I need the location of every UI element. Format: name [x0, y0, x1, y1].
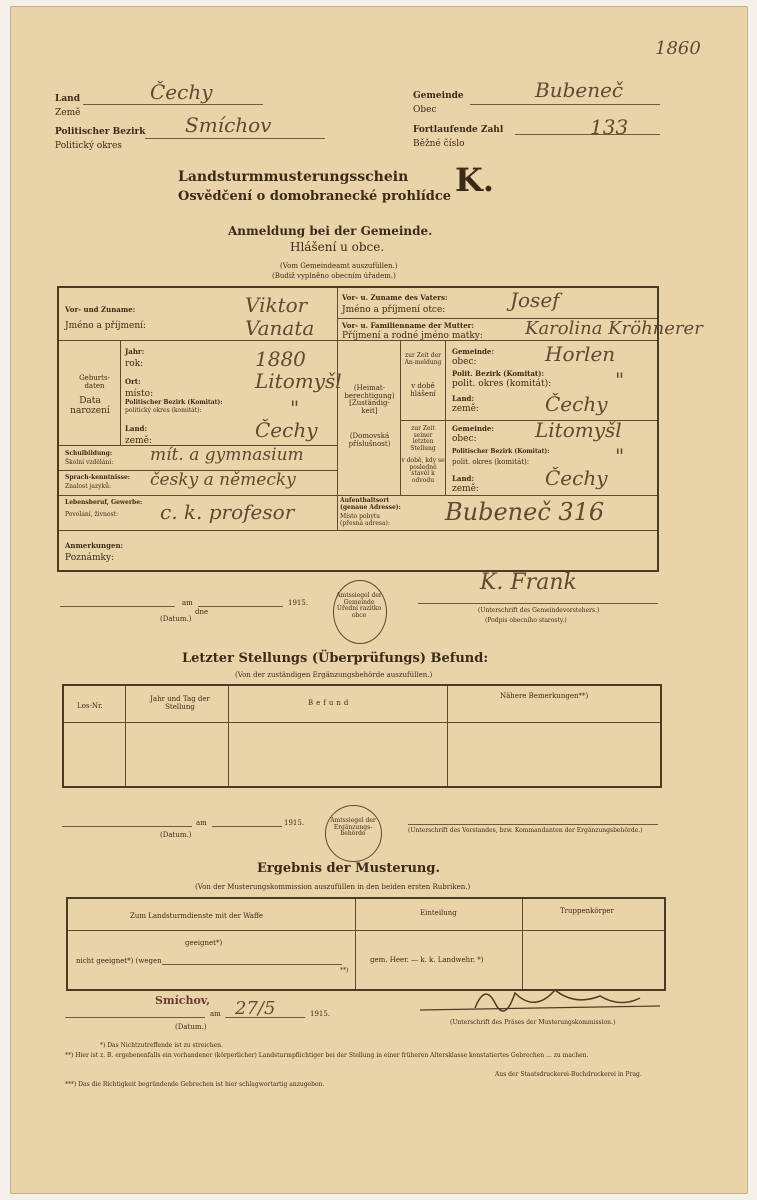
footnote-1: *) Das Nichtzutreffende ist zu streichen.	[100, 1042, 223, 1049]
date-line	[62, 826, 192, 827]
g2-label-cz: obec:	[452, 434, 477, 444]
col-einteilung: Einteilung	[420, 909, 457, 917]
name-label-de: Vor- und Zuname:	[65, 305, 136, 314]
birth-bezirk-label-cz: politický okres (komitát):	[125, 407, 202, 414]
sec2-am: am	[196, 819, 207, 827]
g1-label-cz: obec:	[452, 357, 477, 367]
divider	[64, 722, 660, 723]
sig1-am: am	[182, 599, 193, 607]
birth-land-value: Čechy	[255, 418, 318, 442]
date-line	[65, 1017, 205, 1018]
father-label-de: Vor- u. Zuname des Vaters:	[342, 293, 448, 302]
lang-label-de: Sprach-kenntnisse:	[65, 474, 130, 481]
l2-value: Čechy	[545, 466, 608, 490]
col-jahr-tag: Jahr und Tag der Stellung	[150, 695, 210, 711]
sec2-datum: (Datum.)	[160, 831, 192, 839]
zur-zeit-label-de: zur Zeit der An-meldung	[404, 352, 442, 366]
zahl-label-cz: Běžné číslo	[413, 139, 465, 149]
sig1-year: 1915.	[288, 599, 309, 607]
sec2-year: 1915.	[284, 819, 305, 827]
school-label-de: Schulbildung:	[65, 450, 113, 457]
l1-label-de: Land:	[452, 394, 475, 403]
mother-value: Karolina Kröhnerer	[525, 318, 703, 339]
commission-signature	[415, 978, 665, 1018]
birth-land-label-de: Land:	[125, 424, 148, 433]
bezirk-label-cz: Politický okres	[55, 141, 122, 151]
father-value: Josef	[510, 288, 560, 312]
bezirk-underline	[145, 138, 325, 139]
sig1-note-cz: (Podpis obecního starosty.)	[485, 617, 567, 624]
sec3-sig-note: (Unterschrift des Präses der Musterungskommission.)	[450, 1019, 616, 1026]
col-waffe: Zum Landsturmdienste mit der Waffe	[130, 912, 264, 920]
divider	[59, 495, 657, 496]
job-label-de: Lebensberuf, Gewerbe:	[65, 499, 143, 506]
land-label-cz: Země	[55, 108, 81, 118]
birth-bezirk-label-de: Politischer Bezirk (Komitat):	[125, 399, 223, 406]
date-line	[198, 606, 283, 607]
notes-label-de: Anmerkungen:	[65, 541, 124, 550]
geeignet-label: geeignet*)	[185, 939, 223, 947]
birth-label-cz: Data narození	[70, 396, 110, 416]
b1-label-de: Polit. Bezirk (Komitat):	[452, 369, 545, 378]
b1-value: "	[615, 368, 625, 392]
sec2-sig-note: (Unterschrift des Vorstandes, bzw. Kommandanten der Ergänzungsbehörde.)	[408, 827, 643, 834]
signature-line	[408, 824, 658, 825]
subtitle-de: Anmeldung bei der Gemeinde.	[228, 224, 433, 238]
school-label-cz: Školní vzdělání:	[65, 459, 114, 466]
mother-label-cz: Příjmení a rodné jméno matky:	[342, 331, 483, 341]
date-line	[60, 606, 175, 607]
b1-label-cz: polit. okres (komitát):	[452, 379, 552, 389]
signature-line	[418, 603, 658, 604]
einteilung-value: gem. Heer. — k. k. Landwehr. *)	[370, 956, 484, 964]
double-star: **)	[340, 967, 349, 974]
l1-value: Čechy	[545, 392, 608, 416]
b2-label-de: Politischer Bezirk (Komitat):	[452, 448, 550, 455]
section3-title: Ergebnis der Musterung.	[257, 861, 440, 876]
col-los-nr: Los-Nr.	[77, 702, 103, 710]
zur-zeit2-label-cz: v době, kdy se posledně stavěl k odvodu	[401, 457, 445, 484]
sig1-dne: dne	[195, 608, 209, 616]
footnote-2: **) Hier ist z. B. ergebenenfalls ein vorhandener (körperlicher) Landsturmpflichtiger bei der Stellung in einer früheren Altersklasse konstatiertes Gebrechen ... zu machen.	[65, 1052, 589, 1059]
date-line	[212, 826, 282, 827]
birth-bezirk-value: "	[290, 396, 300, 420]
addr-value: Bubeneč 316	[445, 498, 605, 526]
title-cz: Osvědčení o domobranecké prohlídce	[178, 189, 452, 204]
place-label-cz: místo:	[125, 389, 154, 399]
printer-note: Aus der Staatsdruckerei-Buchdruckerei in Prag.	[495, 1071, 642, 1078]
g2-label-de: Gemeinde:	[452, 424, 494, 433]
divider	[125, 686, 126, 786]
divider	[522, 899, 523, 989]
footnote-3: ***) Das die Richtigkeit begründende Gebrechen ist hier schlagwortartig anzugeben.	[65, 1081, 325, 1088]
father-label-cz: Jméno a příjmení otce:	[342, 305, 446, 315]
divider	[337, 288, 338, 340]
l2-label-cz: země:	[452, 484, 479, 494]
school-value: mít. a gymnasium	[150, 445, 304, 465]
sec3-date-value: 27/5	[235, 998, 276, 1019]
col-truppenkoerper: Truppenkörper	[560, 907, 614, 915]
bezirk-label-de: Politischer Bezirk	[55, 127, 146, 137]
gemeinde-value: Bubeneč	[535, 78, 624, 102]
year-value: 1880	[255, 347, 306, 371]
g1-label-de: Gemeinde:	[452, 347, 494, 356]
divider	[68, 930, 664, 931]
title-de: Landsturmmusterungsschein	[178, 169, 409, 185]
subtitle-cz: Hlášení u obce.	[290, 240, 385, 254]
mayor-signature: K. Frank	[480, 570, 577, 595]
job-label-cz: Povolání, živnost:	[65, 511, 118, 518]
mother-label-de: Vor- u. Familienname der Mutter:	[342, 321, 474, 330]
name-value-2: Vanata	[245, 316, 315, 340]
b2-value: "	[615, 444, 625, 468]
b2-label-cz: polit. okres (komitát):	[452, 458, 530, 466]
gemeinde-underline	[470, 104, 660, 105]
divider	[59, 530, 657, 531]
zahl-underline	[515, 134, 660, 135]
g2-value: Litomyšl	[535, 418, 622, 442]
land-value: Čechy	[150, 80, 213, 104]
heimat-label-cz: (Domovská příslušnost)	[348, 432, 391, 448]
place-value: Litomyšl	[255, 369, 342, 393]
year-label-cz: rok:	[125, 359, 144, 369]
nicht-geeignet-label: nicht geeignet*) (wegen	[76, 957, 162, 965]
zahl-value: 133	[590, 115, 629, 139]
birth-land-label-cz: země:	[125, 436, 152, 446]
notes-label-cz: Poznámky:	[65, 553, 115, 563]
heimat-label-de: (Heimat-berechtigung) [Zuständig-keit]	[344, 384, 395, 416]
name-label-cz: Jméno a příjmení:	[65, 321, 147, 331]
corner-number: 1860	[655, 38, 701, 59]
zur-zeit2-label-de: zur Zeit seiner letzten Stellung	[410, 425, 436, 452]
place-stamp: Smíchov,	[155, 994, 211, 1007]
zahl-label-de: Fortlaufende Zahl	[413, 125, 504, 135]
section2-note: (Von der zuständigen Ergänzungsbehörde auszufüllen.)	[235, 671, 433, 679]
lang-label-cz: Znalost jazyků:	[65, 483, 112, 490]
gemeinde-label-de: Gemeinde	[413, 91, 464, 101]
place-label-de: Ort:	[125, 377, 141, 386]
addr-label-de: Aufenthaltsort (genaue Adresse):	[340, 497, 401, 511]
divider	[228, 686, 229, 786]
sec3-year: 1915.	[310, 1010, 331, 1018]
sec3-datum: (Datum.)	[175, 1023, 207, 1031]
land-label-de: Land	[55, 94, 80, 104]
lang-value: česky a německy	[150, 470, 296, 490]
sig1-note-de: (Unterschrift des Gemeindevorstehers.)	[478, 607, 600, 614]
l2-label-de: Land:	[452, 474, 475, 483]
col-befund: Befund	[308, 699, 352, 707]
municipal-seal-text: Amtssiegel der Gemeinde Úřední razítko obce	[336, 592, 382, 619]
ergaenzung-seal-text: Amtssiegel der Ergänzungs-behörde	[330, 817, 376, 838]
divider	[445, 340, 446, 495]
sec3-am: am	[210, 1010, 221, 1018]
section3-note: (Von der Musterungskommission auszufüllen in den beiden ersten Rubriken.)	[195, 883, 471, 891]
section2-title: Letzter Stellungs (Überprüfungs) Befund:	[182, 651, 489, 666]
l1-label-cz: země:	[452, 404, 479, 414]
addr-label-cz: Místo pobytu (přesná adresa):	[340, 513, 390, 527]
zur-zeit-label-cz: v době hlášení	[410, 382, 436, 398]
form-letter: K.	[455, 161, 494, 199]
note-cz: (Budiž vyplněno obecním úřadem.)	[272, 272, 396, 280]
divider	[120, 340, 121, 445]
land-underline	[83, 104, 263, 105]
birth-label-de: Geburts-daten	[79, 374, 110, 390]
divider	[447, 686, 448, 786]
divider	[355, 899, 356, 989]
g1-value: Horlen	[545, 342, 616, 366]
gemeinde-label-cz: Obec	[413, 105, 437, 115]
note-de: (Vom Gemeindeamt auszufüllen.)	[280, 262, 398, 270]
job-value: c. k. profesor	[160, 500, 295, 524]
sig1-datum: (Datum.)	[160, 615, 192, 623]
bezirk-value: Smíchov	[185, 113, 272, 137]
reason-line	[162, 964, 342, 965]
name-value-1: Viktor	[245, 293, 308, 317]
col-bemerkungen: Nähere Bemerkungen**)	[500, 692, 589, 700]
year-label-de: Jahr:	[125, 347, 145, 356]
